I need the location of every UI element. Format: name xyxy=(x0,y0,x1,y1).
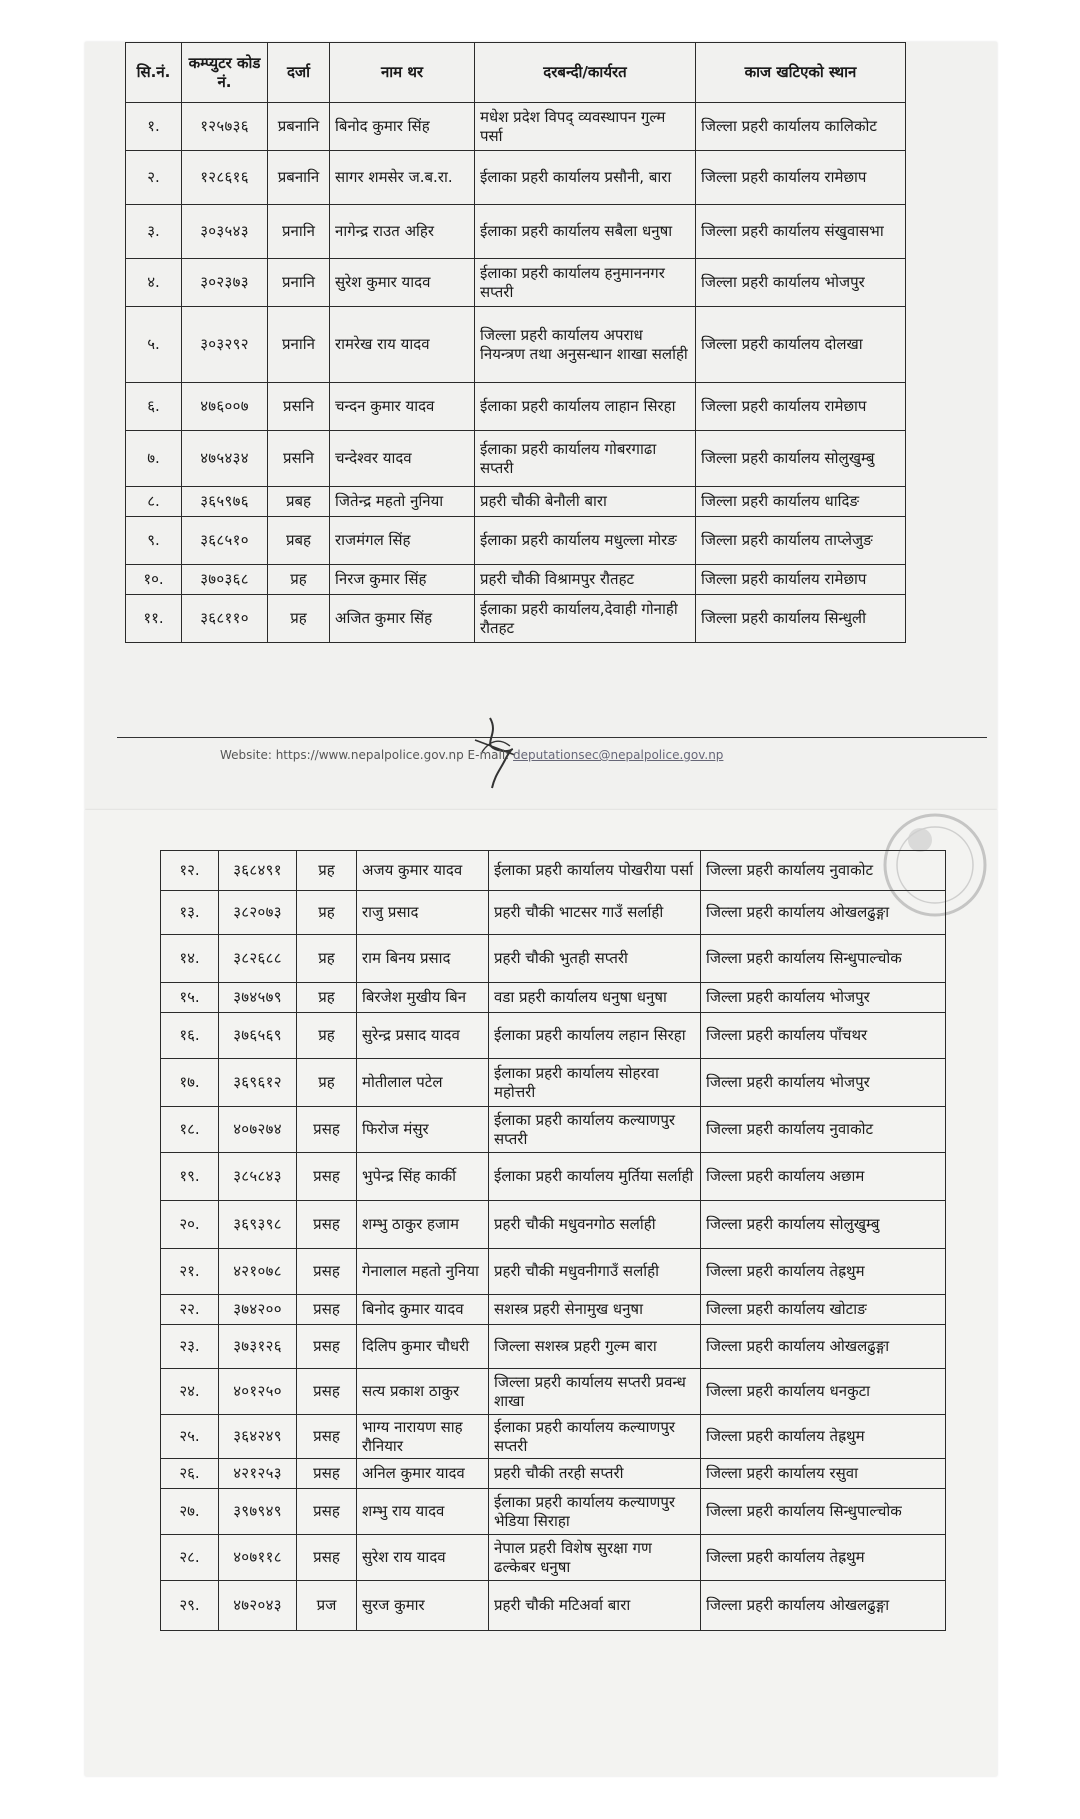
serial-cell: १७. xyxy=(161,1059,219,1107)
code-cell: ३७६५६९ xyxy=(219,1013,297,1059)
current-post-cell: जिल्ला प्रहरी कार्यालय अपराध नियन्त्रण तथा अनुसन्धान शाखा सर्लाही xyxy=(475,307,696,383)
footer-website: Website: https://www.nepalpolice.gov.np E-mail: xyxy=(220,748,514,762)
serial-cell: ७. xyxy=(126,431,182,487)
serial-cell: २७. xyxy=(161,1489,219,1535)
deputed-place-cell: जिल्ला प्रहरी कार्यालय भोजपुर xyxy=(701,983,946,1013)
serial-cell: १२. xyxy=(161,851,219,891)
code-cell: १२५७३६ xyxy=(182,103,268,151)
name-cell: सत्य प्रकाश ठाकुर xyxy=(357,1369,489,1415)
code-cell: ३७४५७९ xyxy=(219,983,297,1013)
name-cell: राजमंगल सिंह xyxy=(330,517,475,565)
current-post-cell: प्रहरी चौकी विश्रामपुर रौतहट xyxy=(475,565,696,595)
table-row xyxy=(126,517,906,565)
table-body-page-1 xyxy=(126,103,906,643)
rank-cell: प्रसनि xyxy=(268,383,330,431)
name-cell: राम बिनय प्रसाद xyxy=(357,935,489,983)
code-cell: ३६९३९८ xyxy=(219,1201,297,1249)
code-cell: ४०७२७४ xyxy=(219,1107,297,1153)
deputation-table-page-1 xyxy=(125,42,906,643)
rank-cell: प्रसह xyxy=(297,1369,357,1415)
rank-cell: प्रबह xyxy=(268,517,330,565)
current-post-cell: ईलाका प्रहरी कार्यालय कल्याणपुर सप्तरी xyxy=(489,1415,701,1459)
serial-cell: ४. xyxy=(126,259,182,307)
table-row xyxy=(126,151,906,205)
name-cell: बिनोद कुमार सिंह xyxy=(330,103,475,151)
deputed-place-cell: जिल्ला प्रहरी कार्यालय तेह्रथुम xyxy=(701,1415,946,1459)
code-cell: ३०३२९२ xyxy=(182,307,268,383)
current-post-cell: ईलाका प्रहरी कार्यालय मधुल्ला मोरङ xyxy=(475,517,696,565)
table-row xyxy=(161,851,946,891)
serial-cell: ११. xyxy=(126,595,182,643)
code-cell: ३९७९४९ xyxy=(219,1489,297,1535)
rank-cell: प्रसह xyxy=(297,1415,357,1459)
table-row xyxy=(126,259,906,307)
rank-cell: प्रसह xyxy=(297,1107,357,1153)
code-cell: ३६५९७६ xyxy=(182,487,268,517)
serial-cell: १०. xyxy=(126,565,182,595)
deputed-place-cell: जिल्ला प्रहरी कार्यालय पाँचथर xyxy=(701,1013,946,1059)
current-post-cell: प्रहरी चौकी बेनौली बारा xyxy=(475,487,696,517)
rank-cell: प्रह xyxy=(297,935,357,983)
table-row xyxy=(126,205,906,259)
table-row xyxy=(161,891,946,935)
name-cell: शम्भु ठाकुर हजाम xyxy=(357,1201,489,1249)
table-header-row xyxy=(126,43,906,103)
code-cell: ३८२६८८ xyxy=(219,935,297,983)
name-cell: भुपेन्द्र सिंह कार्की xyxy=(357,1153,489,1201)
current-post-cell: नेपाल प्रहरी विशेष सुरक्षा गण ढल्केबर धनुषा xyxy=(489,1535,701,1581)
name-cell: चन्दन कुमार यादव xyxy=(330,383,475,431)
deputed-place-cell: जिल्ला प्रहरी कार्यालय तेह्रथुम xyxy=(701,1535,946,1581)
deputed-place-cell: जिल्ला प्रहरी कार्यालय ओखलढुङ्गा xyxy=(701,1581,946,1631)
code-cell: ३७४२०० xyxy=(219,1295,297,1325)
table-row xyxy=(126,431,906,487)
document-page-2 xyxy=(85,810,997,1776)
rank-cell: प्रह xyxy=(297,851,357,891)
serial-cell: ५. xyxy=(126,307,182,383)
table-row xyxy=(161,1489,946,1535)
deputed-place-cell: जिल्ला प्रहरी कार्यालय दोलखा xyxy=(696,307,906,383)
serial-cell: ९. xyxy=(126,517,182,565)
footer-email-link[interactable]: deputationsec@nepalpolice.gov.np xyxy=(513,748,724,762)
table-row xyxy=(126,565,906,595)
deputed-place-cell: जिल्ला प्रहरी कार्यालय भोजपुर xyxy=(696,259,906,307)
table-row xyxy=(161,1581,946,1631)
current-post-cell: जिल्ला सशस्त्र प्रहरी गुल्म बारा xyxy=(489,1325,701,1369)
rank-cell: प्रह xyxy=(297,983,357,1013)
code-cell: ४७६००७ xyxy=(182,383,268,431)
rank-cell: प्रज xyxy=(297,1581,357,1631)
deputed-place-cell: जिल्ला प्रहरी कार्यालय सिन्धुपाल्चोक xyxy=(701,1489,946,1535)
deputed-place-cell: जिल्ला प्रहरी कार्यालय धादिङ xyxy=(696,487,906,517)
name-cell: सुरेश राय यादव xyxy=(357,1535,489,1581)
serial-cell: २१. xyxy=(161,1249,219,1295)
rank-cell: प्रबनानि xyxy=(268,151,330,205)
code-cell: ३६८५१० xyxy=(182,517,268,565)
serial-cell: १८. xyxy=(161,1107,219,1153)
current-post-cell: प्रहरी चौकी तरही सप्तरी xyxy=(489,1459,701,1489)
deputed-place-cell: जिल्ला प्रहरी कार्यालय खोटाङ xyxy=(701,1295,946,1325)
table-row xyxy=(161,1249,946,1295)
code-cell: ३८५८४३ xyxy=(219,1153,297,1201)
rank-cell: प्रह xyxy=(297,891,357,935)
current-post-cell: ईलाका प्रहरी कार्यालय मुर्तिया सर्लाही xyxy=(489,1153,701,1201)
serial-cell: ३. xyxy=(126,205,182,259)
serial-cell: २. xyxy=(126,151,182,205)
table-row xyxy=(161,983,946,1013)
current-post-cell: प्रहरी चौकी मधुवनगोठ सर्लाही xyxy=(489,1201,701,1249)
name-cell: अजय कुमार यादव xyxy=(357,851,489,891)
rank-cell: प्रसह xyxy=(297,1201,357,1249)
current-post-cell: ईलाका प्रहरी कार्यालय कल्याणपुर भेडिया सिराहा xyxy=(489,1489,701,1535)
deputed-place-cell: जिल्ला प्रहरी कार्यालय रामेछाप xyxy=(696,151,906,205)
code-cell: ३७०३६८ xyxy=(182,565,268,595)
table-row xyxy=(126,595,906,643)
rank-cell: प्रसह xyxy=(297,1325,357,1369)
deputed-place-cell: जिल्ला प्रहरी कार्यालय नुवाकोट xyxy=(701,1107,946,1153)
name-cell: राजु प्रसाद xyxy=(357,891,489,935)
current-post-cell: ईलाका प्रहरी कार्यालय कल्याणपुर सप्तरी xyxy=(489,1107,701,1153)
table-row xyxy=(126,383,906,431)
rank-cell: प्रनानि xyxy=(268,259,330,307)
current-post-cell: प्रहरी चौकी मधुवनीगाउँ सर्लाही xyxy=(489,1249,701,1295)
rank-cell: प्रसह xyxy=(297,1459,357,1489)
table-row xyxy=(161,1013,946,1059)
current-post-cell: प्रहरी चौकी भाटसर गाउँ सर्लाही xyxy=(489,891,701,935)
name-cell: अनिल कुमार यादव xyxy=(357,1459,489,1489)
table-row xyxy=(161,1459,946,1489)
name-cell: सुरेन्द्र प्रसाद यादव xyxy=(357,1013,489,1059)
table-row xyxy=(161,1325,946,1369)
deputation-table-page-2 xyxy=(160,850,946,1631)
deputed-place-cell: जिल्ला प्रहरी कार्यालय ओखलढुङ्गा xyxy=(701,1325,946,1369)
rank-cell: प्रसह xyxy=(297,1295,357,1325)
document-page-1 xyxy=(85,42,997,810)
header-code: कम्प्युटर कोड नं. xyxy=(182,43,268,103)
deputed-place-cell: जिल्ला प्रहरी कार्यालय ताप्लेजुङ xyxy=(696,517,906,565)
rank-cell: प्रनानि xyxy=(268,205,330,259)
table-row xyxy=(161,1535,946,1581)
table-row xyxy=(161,1153,946,1201)
footer-rule xyxy=(117,737,987,738)
code-cell: ३०२३७३ xyxy=(182,259,268,307)
deputed-place-cell: जिल्ला प्रहरी कार्यालय रामेछाप xyxy=(696,383,906,431)
code-cell: १२८६१६ xyxy=(182,151,268,205)
code-cell: ३८२०७३ xyxy=(219,891,297,935)
name-cell: गेनालाल महतो नुनिया xyxy=(357,1249,489,1295)
name-cell: नागेन्द्र राउत अहिर xyxy=(330,205,475,259)
current-post-cell: जिल्ला प्रहरी कार्यालय सप्तरी प्रवन्ध शाखा xyxy=(489,1369,701,1415)
deputed-place-cell: जिल्ला प्रहरी कार्यालय नुवाकोट xyxy=(701,851,946,891)
deputed-place-cell: जिल्ला प्रहरी कार्यालय सिन्धुली xyxy=(696,595,906,643)
serial-cell: २५. xyxy=(161,1415,219,1459)
code-cell: ४०७११८ xyxy=(219,1535,297,1581)
name-cell: दिलिप कुमार चौधरी xyxy=(357,1325,489,1369)
serial-cell: २८. xyxy=(161,1535,219,1581)
rank-cell: प्रसह xyxy=(297,1489,357,1535)
serial-cell: २४. xyxy=(161,1369,219,1415)
serial-cell: २९. xyxy=(161,1581,219,1631)
serial-cell: २६. xyxy=(161,1459,219,1489)
deputed-place-cell: जिल्ला प्रहरी कार्यालय कालिकोट xyxy=(696,103,906,151)
header-deputed-place: काज खटिएको स्थान xyxy=(696,43,906,103)
name-cell: अजित कुमार सिंह xyxy=(330,595,475,643)
deputed-place-cell: जिल्ला प्रहरी कार्यालय सोलुखुम्बु xyxy=(701,1201,946,1249)
deputed-place-cell: जिल्ला प्रहरी कार्यालय संखुवासभा xyxy=(696,205,906,259)
current-post-cell: प्रहरी चौकी मटिअर्वा बारा xyxy=(489,1581,701,1631)
code-cell: ३०३५४३ xyxy=(182,205,268,259)
code-cell: ४२१२५३ xyxy=(219,1459,297,1489)
code-cell: ४०१२५० xyxy=(219,1369,297,1415)
table-row xyxy=(161,1415,946,1459)
deputed-place-cell: जिल्ला प्रहरी कार्यालय तेह्रथुम xyxy=(701,1249,946,1295)
serial-cell: २२. xyxy=(161,1295,219,1325)
name-cell: जितेन्द्र महतो नुनिया xyxy=(330,487,475,517)
current-post-cell: ईलाका प्रहरी कार्यालय लाहान सिरहा xyxy=(475,383,696,431)
header-current-post: दरबन्दी/कार्यरत xyxy=(475,43,696,103)
name-cell: फिरोज मंसुर xyxy=(357,1107,489,1153)
deputed-place-cell: जिल्ला प्रहरी कार्यालय अछाम xyxy=(701,1153,946,1201)
serial-cell: १९. xyxy=(161,1153,219,1201)
rank-cell: प्रसनि xyxy=(268,431,330,487)
rank-cell: प्रनानि xyxy=(268,307,330,383)
current-post-cell: ईलाका प्रहरी कार्यालय,देवाही गोनाही रौतहट xyxy=(475,595,696,643)
serial-cell: १. xyxy=(126,103,182,151)
code-cell: ४२१०७८ xyxy=(219,1249,297,1295)
name-cell: बिरजेश मुखीय बिन xyxy=(357,983,489,1013)
rank-cell: प्रसह xyxy=(297,1249,357,1295)
name-cell: रामरेख राय यादव xyxy=(330,307,475,383)
serial-cell: २०. xyxy=(161,1201,219,1249)
header-name: नाम थर xyxy=(330,43,475,103)
code-cell: ४७५४३४ xyxy=(182,431,268,487)
name-cell: सुरज कुमार xyxy=(357,1581,489,1631)
deputed-place-cell: जिल्ला प्रहरी कार्यालय रसुवा xyxy=(701,1459,946,1489)
footer-contact xyxy=(220,748,723,762)
current-post-cell: ईलाका प्रहरी कार्यालय गोबरगाढा सप्तरी xyxy=(475,431,696,487)
table-row xyxy=(161,1295,946,1325)
deputed-place-cell: जिल्ला प्रहरी कार्यालय भोजपुर xyxy=(701,1059,946,1107)
serial-cell: २३. xyxy=(161,1325,219,1369)
deputed-place-cell: जिल्ला प्रहरी कार्यालय सोलुखुम्बु xyxy=(696,431,906,487)
current-post-cell: ईलाका प्रहरी कार्यालय प्रसौनी, बारा xyxy=(475,151,696,205)
rank-cell: प्रह xyxy=(297,1059,357,1107)
name-cell: बिनोद कुमार यादव xyxy=(357,1295,489,1325)
current-post-cell: ईलाका प्रहरी कार्यालय पोखरीया पर्सा xyxy=(489,851,701,891)
rank-cell: प्रसह xyxy=(297,1153,357,1201)
serial-cell: १५. xyxy=(161,983,219,1013)
deputed-place-cell: जिल्ला प्रहरी कार्यालय धनकुटा xyxy=(701,1369,946,1415)
name-cell: सागर शमसेर ज.ब.रा. xyxy=(330,151,475,205)
current-post-cell: प्रहरी चौकी भुतही सप्तरी xyxy=(489,935,701,983)
rank-cell: प्रबनानि xyxy=(268,103,330,151)
table-row xyxy=(161,1059,946,1107)
code-cell: ३६४२४९ xyxy=(219,1415,297,1459)
deputed-place-cell: जिल्ला प्रहरी कार्यालय सिन्धुपाल्चोक xyxy=(701,935,946,983)
header-rank: दर्जा xyxy=(268,43,330,103)
table-row xyxy=(126,487,906,517)
current-post-cell: ईलाका प्रहरी कार्यालय सोहरवा महोत्तरी xyxy=(489,1059,701,1107)
deputed-place-cell: जिल्ला प्रहरी कार्यालय रामेछाप xyxy=(696,565,906,595)
name-cell: शम्भु राय यादव xyxy=(357,1489,489,1535)
name-cell: निरज कुमार सिंह xyxy=(330,565,475,595)
deputed-place-cell: जिल्ला प्रहरी कार्यालय ओखलढुङ्गा xyxy=(701,891,946,935)
rank-cell: प्रह xyxy=(268,565,330,595)
table-row xyxy=(161,1201,946,1249)
rank-cell: प्रह xyxy=(297,1013,357,1059)
serial-cell: ६. xyxy=(126,383,182,431)
name-cell: भाग्य नारायण साह रौनियार xyxy=(357,1415,489,1459)
current-post-cell: सशस्त्र प्रहरी सेनामुख धनुषा xyxy=(489,1295,701,1325)
code-cell: ४७२०४३ xyxy=(219,1581,297,1631)
header-serial: सि.नं. xyxy=(126,43,182,103)
rank-cell: प्रबह xyxy=(268,487,330,517)
code-cell: ३६९६१२ xyxy=(219,1059,297,1107)
code-cell: ३७३१२६ xyxy=(219,1325,297,1369)
name-cell: मोतीलाल पटेल xyxy=(357,1059,489,1107)
serial-cell: ८. xyxy=(126,487,182,517)
table-body-page-2 xyxy=(161,851,946,1631)
table-row xyxy=(126,307,906,383)
current-post-cell: ईलाका प्रहरी कार्यालय सबैला धनुषा xyxy=(475,205,696,259)
rank-cell: प्रसह xyxy=(297,1535,357,1581)
table-row xyxy=(161,1107,946,1153)
serial-cell: १३. xyxy=(161,891,219,935)
serial-cell: १४. xyxy=(161,935,219,983)
current-post-cell: ईलाका प्रहरी कार्यालय लहान सिरहा xyxy=(489,1013,701,1059)
current-post-cell: ईलाका प्रहरी कार्यालय हनुमाननगर सप्तरी xyxy=(475,259,696,307)
code-cell: ३६८४९१ xyxy=(219,851,297,891)
table-row xyxy=(161,1369,946,1415)
table-row xyxy=(161,935,946,983)
table-row xyxy=(126,103,906,151)
code-cell: ३६८११० xyxy=(182,595,268,643)
current-post-cell: वडा प्रहरी कार्यालय धनुषा धनुषा xyxy=(489,983,701,1013)
name-cell: चन्देश्वर यादव xyxy=(330,431,475,487)
name-cell: सुरेश कुमार यादव xyxy=(330,259,475,307)
current-post-cell: मधेश प्रदेश विपद् व्यवस्थापन गुल्म पर्सा xyxy=(475,103,696,151)
serial-cell: १६. xyxy=(161,1013,219,1059)
rank-cell: प्रह xyxy=(268,595,330,643)
